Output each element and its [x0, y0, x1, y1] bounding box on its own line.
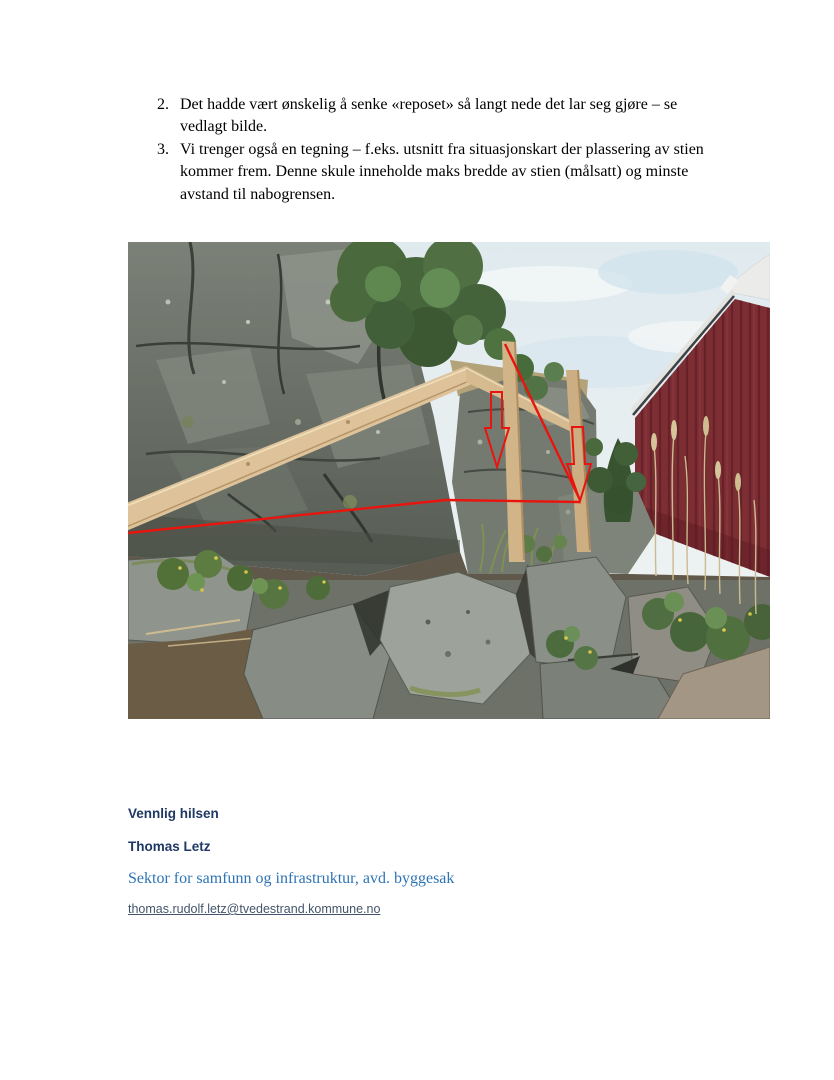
text-line: avstand til nabogrensen. [180, 185, 336, 203]
signature-greeting: Vennlig hilsen [128, 806, 219, 821]
text-line: kommer frem. Denne skule inneholde maks bredde av stien (målsatt) og minste [180, 163, 689, 181]
signature-department: Sektor for samfunn og infrastruktur, avd. byggesak [128, 870, 455, 887]
list-item-number: 2. [157, 96, 169, 113]
attachment-photo-image [128, 242, 770, 719]
text-line: Vi trenger også en tegning – f.eks. utsnitt fra situasjonskart der plassering av stien [180, 140, 704, 158]
list-item-number: 3. [157, 140, 169, 158]
text-line: vedlagt bilde. [180, 118, 268, 136]
numbered-list [157, 94, 704, 206]
list-item-text [180, 139, 704, 206]
signature-email-link[interactable]: thomas.rudolf.letz@tvedestrand.kommune.no [128, 902, 381, 916]
list-item [157, 94, 704, 139]
text-line: Det hadde vært ønskelig å senke «reposet» så langt nede det lar seg gjøre – se [180, 96, 678, 113]
attachment-photo [128, 242, 770, 719]
signature-name: Thomas Letz [128, 839, 211, 854]
list-item-text [180, 94, 677, 139]
list-item [157, 139, 704, 206]
